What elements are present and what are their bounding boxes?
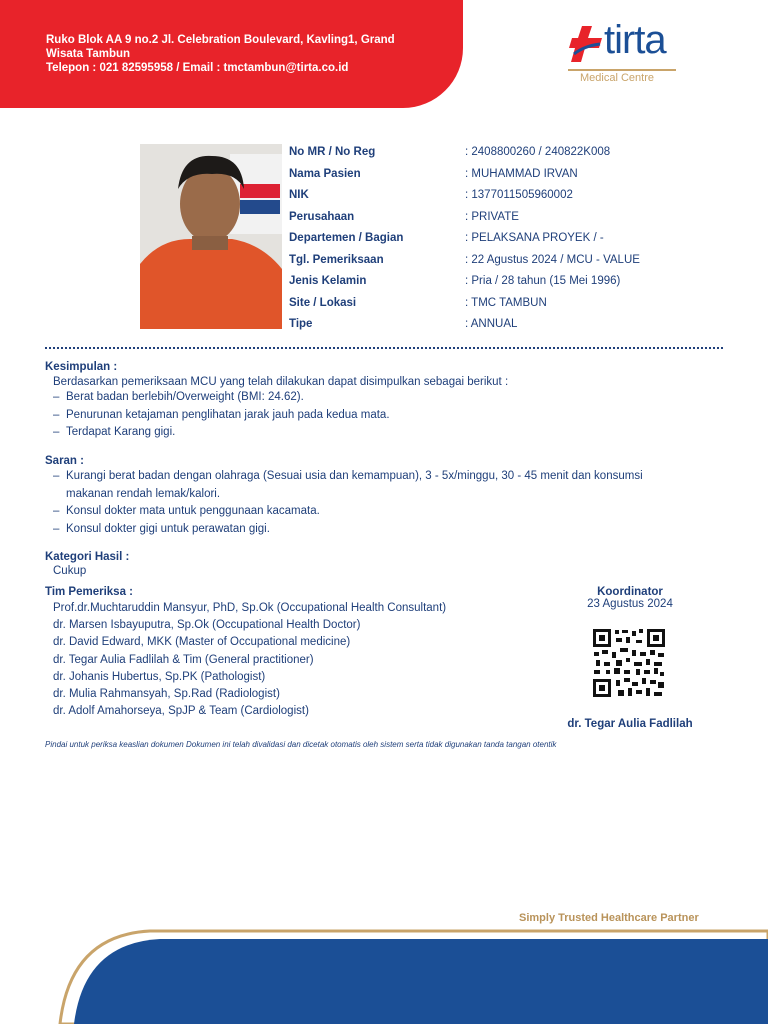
- address-line-1: Ruko Blok AA 9 no.2 Jl. Celebration Boulevard, Kavling1, Grand: [46, 34, 395, 46]
- info-label: Site / Lokasi: [289, 296, 357, 309]
- list-item: – Kurangi berat badan dengan olahraga (Sesuai usia dan kemampuan), 3 - 5x/minggu, 30 - 45 menit dan konsumsi makanan rendah lemak/kalori.: [53, 468, 693, 503]
- kesimpulan-title: Kesimpulan :: [45, 361, 118, 373]
- info-value: : TMC TAMBUN: [465, 296, 547, 309]
- koordinator-title: Koordinator: [597, 586, 663, 598]
- logo-subtitle: Medical Centre: [580, 72, 654, 84]
- list-item: dr. Mulia Rahmansyah, Sp.Rad (Radiologist): [53, 688, 280, 701]
- info-label: Jenis Kelamin: [289, 275, 367, 287]
- clinic-address: [46, 33, 446, 75]
- logo-underline: [568, 69, 676, 71]
- qr-code-icon[interactable]: [592, 628, 666, 698]
- info-value: : 1377011505960002: [465, 189, 573, 201]
- koordinator-date: 23 Agustus 2024: [587, 598, 673, 610]
- list-item: – Konsul dokter mata untuk penggunaan kacamata.: [53, 503, 693, 521]
- contact-line: Telepon : 021 82595958 / Email : tmctambun@tirta.co.id: [46, 62, 349, 74]
- info-label: No MR / No Reg: [289, 146, 376, 158]
- list-item: – Konsul dokter gigi untuk perawatan gigi.: [53, 521, 693, 539]
- koordinator-block: [560, 586, 700, 610]
- list-item: dr. Tegar Aulia Fadlilah & Tim (General practitioner): [53, 653, 314, 666]
- info-label: NIK: [289, 189, 309, 201]
- info-value: : MUHAMMAD IRVAN: [465, 167, 578, 180]
- info-value: : ANNUAL: [465, 318, 518, 330]
- list-item: – Penurunan ketajaman penglihatan jarak jauh pada kedua mata.: [53, 407, 693, 425]
- info-label: Perusahaan: [289, 210, 355, 223]
- tagline: Simply Trusted Healthcare Partner: [519, 912, 699, 924]
- logo-wordmark: tirta: [604, 18, 666, 62]
- footer-wave: [0, 925, 768, 1024]
- validation-note: Pindai untuk periksa keaslian dokumen Dokumen ini telah divalidasi dan dicetak otomatis oleh sistem serta tidak digunakan tanda tangan otentik: [45, 740, 557, 749]
- info-value: : PRIVATE: [465, 210, 519, 223]
- list-item: – Berat badan berlebih/Overweight (BMI: 24.62).: [53, 389, 693, 407]
- kesimpulan-list: [53, 389, 693, 442]
- kategori-value: Cukup: [53, 565, 87, 577]
- saran-list: [53, 468, 693, 538]
- info-value: : 2408800260 / 240822K008: [465, 146, 611, 158]
- tirta-cross-icon: [568, 24, 604, 64]
- list-item: dr. Johanis Hubertus, Sp.PK (Pathologist): [53, 670, 266, 683]
- koordinator-name: dr. Tegar Aulia Fadlilah: [567, 718, 693, 730]
- tirta-logo: [568, 18, 678, 88]
- saran-title: Saran :: [45, 455, 84, 467]
- dotted-divider: [45, 347, 723, 349]
- info-value: : PELAKSANA PROYEK / -: [465, 232, 604, 244]
- tim-title: Tim Pemeriksa :: [45, 586, 134, 598]
- list-item: dr. David Edward, MKK (Master of Occupational medicine): [53, 636, 351, 649]
- info-label: Departemen / Bagian: [289, 232, 404, 244]
- patient-photo-image: [140, 144, 282, 329]
- address-line-2: Wisata Tambun: [46, 48, 131, 60]
- info-label: Tgl. Pemeriksaan: [289, 253, 384, 266]
- kategori-title: Kategori Hasil :: [45, 551, 130, 563]
- info-value: : 22 Agustus 2024 / MCU - VALUE: [465, 253, 640, 266]
- patient-photo: [140, 144, 282, 329]
- list-item: dr. Adolf Amahorseya, SpJP & Team (Cardiologist): [53, 705, 309, 718]
- info-label: Tipe: [289, 318, 313, 330]
- info-value: : Pria / 28 tahun (15 Mei 1996): [465, 275, 621, 287]
- info-label: Nama Pasien: [289, 167, 361, 180]
- kesimpulan-intro: Berdasarkan pemeriksaan MCU yang telah dilakukan dapat disimpulkan sebagai berikut :: [53, 376, 509, 388]
- list-item: – Terdapat Karang gigi.: [53, 424, 693, 442]
- list-item: Prof.dr.Muchtaruddin Mansyur, PhD, Sp.Ok (Occupational Health Consultant): [53, 602, 447, 614]
- tim-list: [53, 600, 446, 720]
- list-item: dr. Marsen Isbayuputra, Sp.Ok (Occupational Health Doctor): [53, 619, 361, 632]
